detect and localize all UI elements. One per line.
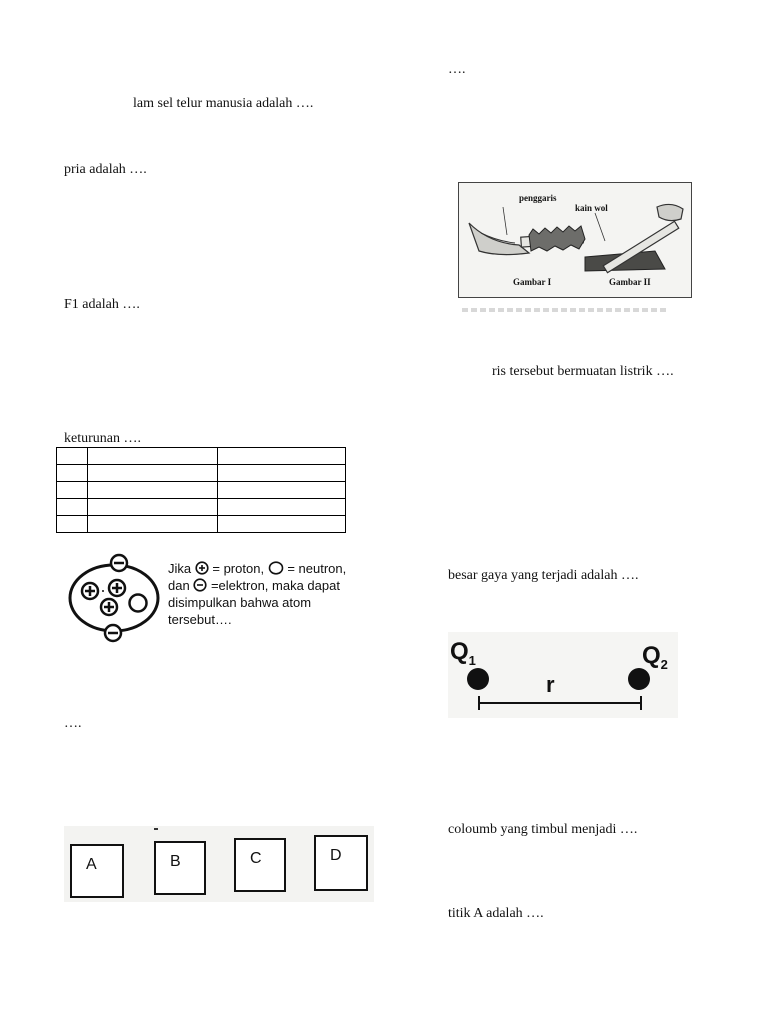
- ruler-wool-figure: [458, 182, 692, 298]
- table-row: [57, 499, 346, 516]
- box-d-label: D: [330, 847, 342, 864]
- legend-dan: dan: [168, 578, 190, 593]
- q2-subscript: 2: [660, 656, 668, 672]
- speck: [154, 828, 158, 830]
- label-r: r: [546, 672, 555, 697]
- electron-icon: [193, 578, 207, 592]
- proton: [109, 580, 125, 596]
- caption-figure-2: Gambar II: [609, 277, 651, 287]
- box-b-label: B: [170, 853, 181, 870]
- boxes-figure: [64, 826, 374, 902]
- answer-table: [56, 447, 346, 533]
- legend-proton: = proton,: [212, 561, 265, 576]
- q2-letter: Q: [642, 642, 661, 669]
- table-row: [57, 516, 346, 533]
- question-charge: ris tersebut bermuatan listrik ….: [492, 364, 674, 379]
- distance-tick-right: [640, 696, 642, 710]
- table-row: [57, 448, 346, 465]
- electron-bottom: [105, 625, 121, 641]
- legend-line-1: [168, 560, 378, 577]
- neutron-icon: [268, 561, 284, 575]
- charge-q1-dot: [467, 668, 489, 690]
- box-c: [234, 838, 286, 892]
- question-egg-cell: lam sel telur manusia adalah ….: [133, 96, 314, 111]
- question-dots: ….: [64, 716, 82, 731]
- atom-legend: [168, 560, 378, 628]
- proton: [101, 599, 117, 615]
- distance-tick-left: [478, 696, 480, 710]
- ruler-wool-illustration: [459, 183, 691, 297]
- label-q2: [642, 642, 668, 672]
- q1-letter: Q: [450, 638, 469, 665]
- question-male: pria adalah ….: [64, 162, 147, 177]
- box-b: [154, 841, 206, 895]
- legend-line-4: tersebut….: [168, 612, 232, 627]
- table-row: [57, 465, 346, 482]
- legend-line-3: disimpulkan bahwa atom: [168, 595, 312, 610]
- electron-top: [111, 555, 127, 571]
- distance-line: [478, 702, 642, 704]
- question-point-a: titik A adalah ….: [448, 906, 544, 921]
- faint-caption-line: [462, 308, 668, 312]
- label-wool: kain wol: [575, 203, 608, 213]
- box-a-label: A: [86, 856, 97, 873]
- atom-diagram: [64, 552, 164, 644]
- legend-neutron: = neutron,: [287, 561, 347, 576]
- caption-figure-1: Gambar I: [513, 277, 552, 287]
- coulomb-figure: [448, 632, 678, 718]
- q1-subscript: 1: [468, 652, 476, 668]
- box-d: [314, 835, 368, 891]
- charge-q2-dot: [628, 668, 650, 690]
- legend-electron: =elektron, maka dapat: [210, 578, 340, 593]
- box-c-label: C: [250, 850, 262, 867]
- question-dots-top: ….: [448, 62, 466, 77]
- label-ruler: penggaris: [519, 193, 557, 203]
- question-force: besar gaya yang terjadi adalah ….: [448, 568, 639, 583]
- question-f1: F1 adalah ….: [64, 297, 140, 312]
- neutron: [130, 595, 147, 612]
- proton: [82, 583, 98, 599]
- proton-icon: [195, 561, 209, 575]
- question-coulomb: coloumb yang timbul menjadi ….: [448, 822, 638, 837]
- question-descent: keturunan ….: [64, 431, 141, 446]
- table-row: [57, 482, 346, 499]
- label-q1: [450, 638, 476, 668]
- neutron: [102, 590, 104, 592]
- box-a: [70, 844, 124, 898]
- legend-jika: Jika: [168, 561, 192, 576]
- legend-line-2: [168, 577, 378, 594]
